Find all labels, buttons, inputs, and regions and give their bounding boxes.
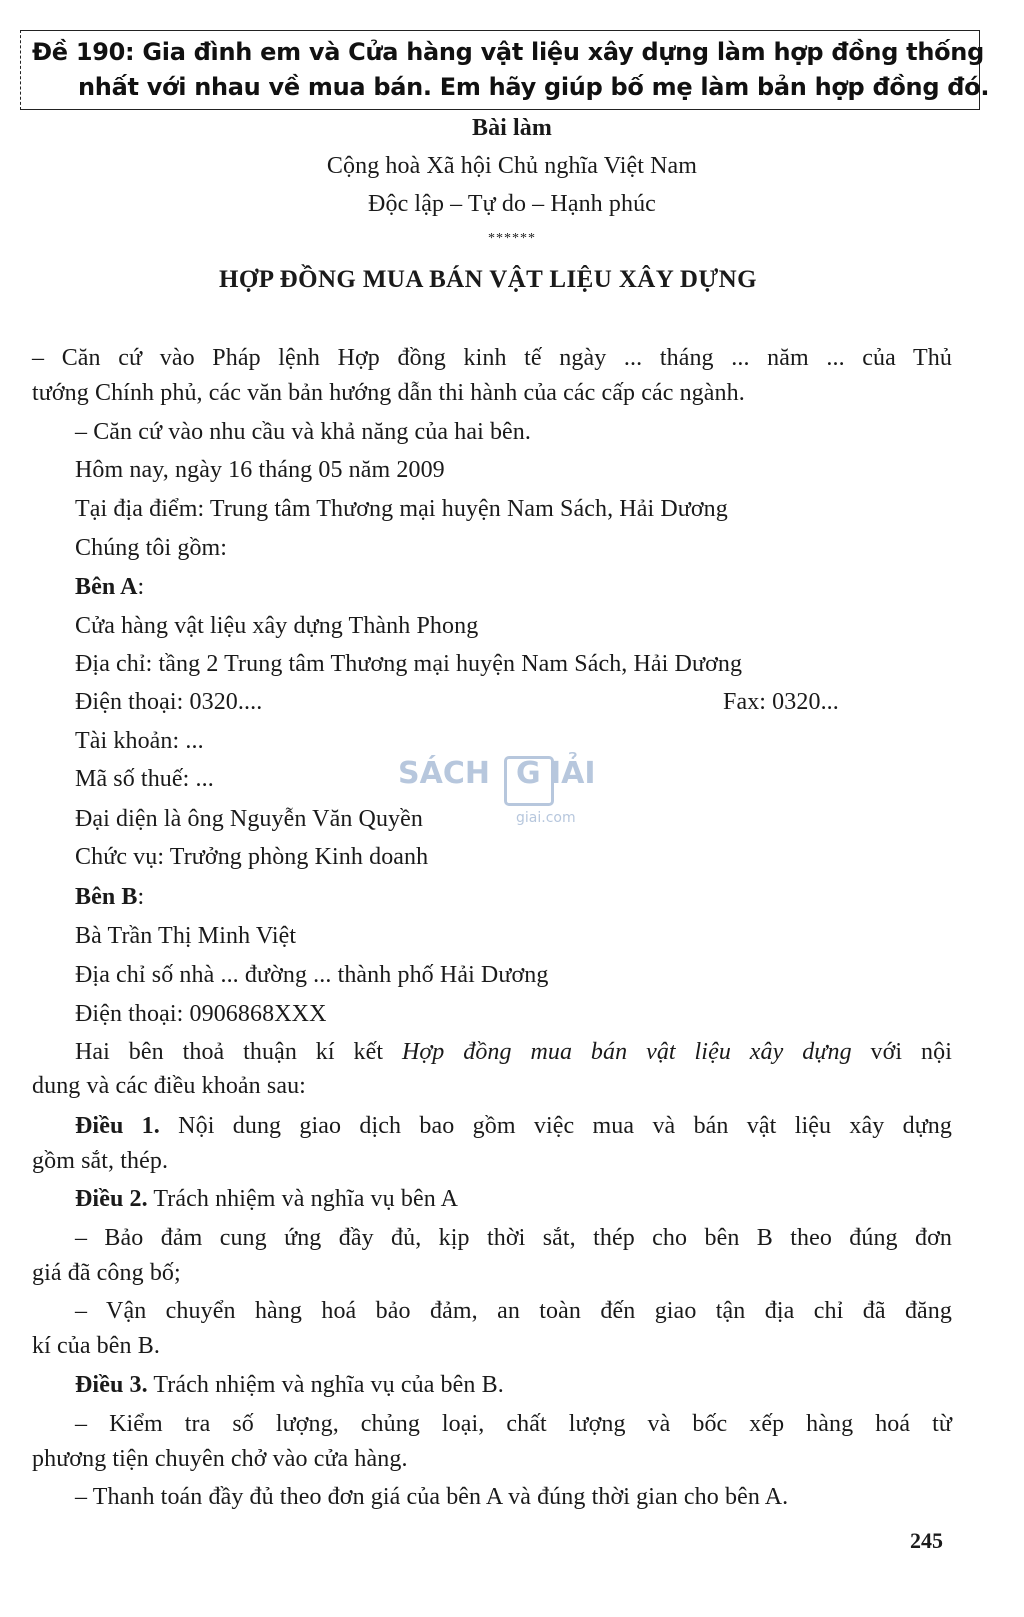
contract-title: HỢP ĐỒNG MUA BÁN VẬT LIỆU XÂY DỰNG — [219, 266, 757, 293]
contract-place: Tại địa điểm: Trung tâm Thương mại huyện Nam Sách, Hải Dương — [75, 496, 728, 522]
article-3-item-2: – Thanh toán đầy đủ theo đơn giá của bên A và đúng thời gian cho bên A. — [75, 1484, 789, 1510]
article-2-heading — [75, 1186, 458, 1213]
contract-date: Hôm nay, ngày 16 tháng 05 năm 2009 — [75, 457, 445, 483]
watermark-logo — [398, 750, 618, 840]
party-a-representative: Đại diện là ông Nguyễn Văn Quyền — [75, 806, 424, 832]
article-1-line-a — [75, 1113, 952, 1140]
watermark-url: giai.com — [516, 810, 576, 826]
party-b-name: Bà Trần Thị Minh Việt — [75, 923, 297, 949]
prompt-line-1: Đề 190: Gia đình em và Cửa hàng vật liệu xây dựng làm hợp đồng thống — [32, 38, 984, 66]
agreement-text-a: Hai bên thoả thuận kí kết — [75, 1039, 402, 1065]
party-a-position: Chức vụ: Trưởng phòng Kinh doanh — [75, 844, 429, 870]
party-b-heading — [75, 884, 144, 911]
article-1-text: Nội dung giao dịch bao gồm việc mua và bán vật liệu xây dựng — [159, 1113, 952, 1139]
article-2-text: Trách nhiệm và nghĩa vụ bên A — [147, 1186, 459, 1212]
answer-heading: Bài làm — [471, 115, 553, 141]
article-3-heading — [75, 1372, 504, 1399]
basis-1-line-b: tướng Chính phủ, các văn bản hướng dẫn thi hành của các cấp các ngành. — [32, 380, 745, 406]
national-motto-line-2: Độc lập – Tự do – Hạnh phúc — [368, 191, 656, 217]
party-a-heading — [75, 574, 144, 601]
party-b-label: Bên B — [75, 884, 138, 910]
article-3-item-1-line-b: phương tiện chuyên chở vào cửa hàng. — [32, 1446, 408, 1472]
party-b-phone: Điện thoại: 0906868XXX — [75, 1001, 327, 1027]
article-2-item-1-line-a: – Bảo đảm cung ứng đầy đủ, kịp thời sắt, thép cho bên B theo đúng đơn — [75, 1225, 952, 1251]
article-1-line-b: gồm sắt, thép. — [32, 1148, 169, 1174]
party-b-colon: : — [137, 884, 145, 910]
party-a-account: Tài khoản: ... — [75, 728, 204, 754]
agreement-line-a — [75, 1039, 952, 1066]
agreement-text-b: với nội — [851, 1039, 952, 1065]
agreement-line-b: dung và các điều khoản sau: — [32, 1073, 306, 1099]
article-2-item-2-line-b: kí của bên B. — [32, 1333, 160, 1359]
article-3-text: Trách nhiệm và nghĩa vụ của bên B. — [147, 1372, 504, 1398]
party-a-address: Địa chỉ: tầng 2 Trung tâm Thương mại huyện Nam Sách, Hải Dương — [75, 651, 743, 677]
separator-stars: ****** — [488, 231, 536, 246]
party-a-name: Cửa hàng vật liệu xây dựng Thành Phong — [75, 613, 479, 639]
article-3-label: Điều 3. — [75, 1372, 148, 1398]
article-2-item-2-line-a: – Vận chuyển hàng hoá bảo đảm, an toàn đến giao tận địa chỉ đã đăng — [75, 1298, 952, 1324]
watermark-box-letter: G — [516, 756, 541, 791]
national-motto-line-1: Cộng hoà Xã hội Chủ nghĩa Việt Nam — [326, 153, 698, 179]
party-a-tax-code: Mã số thuế: ... — [75, 766, 214, 792]
party-b-address: Địa chỉ số nhà ... đường ... thành phố Hải Dương — [75, 962, 549, 988]
party-a-label: Bên A — [75, 574, 138, 600]
basis-1-line-a: – Căn cứ vào Pháp lệnh Hợp đồng kinh tế ngày ... tháng ... năm ... của Thủ — [32, 345, 952, 371]
party-a-phone: Điện thoại: 0320.... — [75, 689, 263, 715]
parties-intro: Chúng tôi gồm: — [75, 535, 228, 561]
watermark-right: IẢI — [550, 756, 596, 791]
party-a-colon: : — [137, 574, 145, 600]
basis-2: – Căn cứ vào nhu cầu và khả năng của hai bên. — [75, 419, 532, 445]
page-number: 245 — [910, 1528, 943, 1553]
article-1-label: Điều 1. — [75, 1113, 160, 1139]
agreement-contract-name: Hợp đồng mua bán vật liệu xây dựng — [401, 1039, 852, 1065]
article-2-item-1-line-b: giá đã công bố; — [32, 1260, 181, 1286]
article-2-label: Điều 2. — [75, 1186, 148, 1212]
prompt-line-2: nhất với nhau về mua bán. Em hãy giúp bố mẹ làm bản hợp đồng đó. — [78, 73, 990, 101]
party-a-fax: Fax: 0320... — [723, 689, 839, 715]
article-3-item-1-line-a: – Kiểm tra số lượng, chủng loại, chất lượng và bốc xếp hàng hoá từ — [75, 1411, 952, 1437]
watermark-left: SÁCH — [398, 756, 490, 791]
